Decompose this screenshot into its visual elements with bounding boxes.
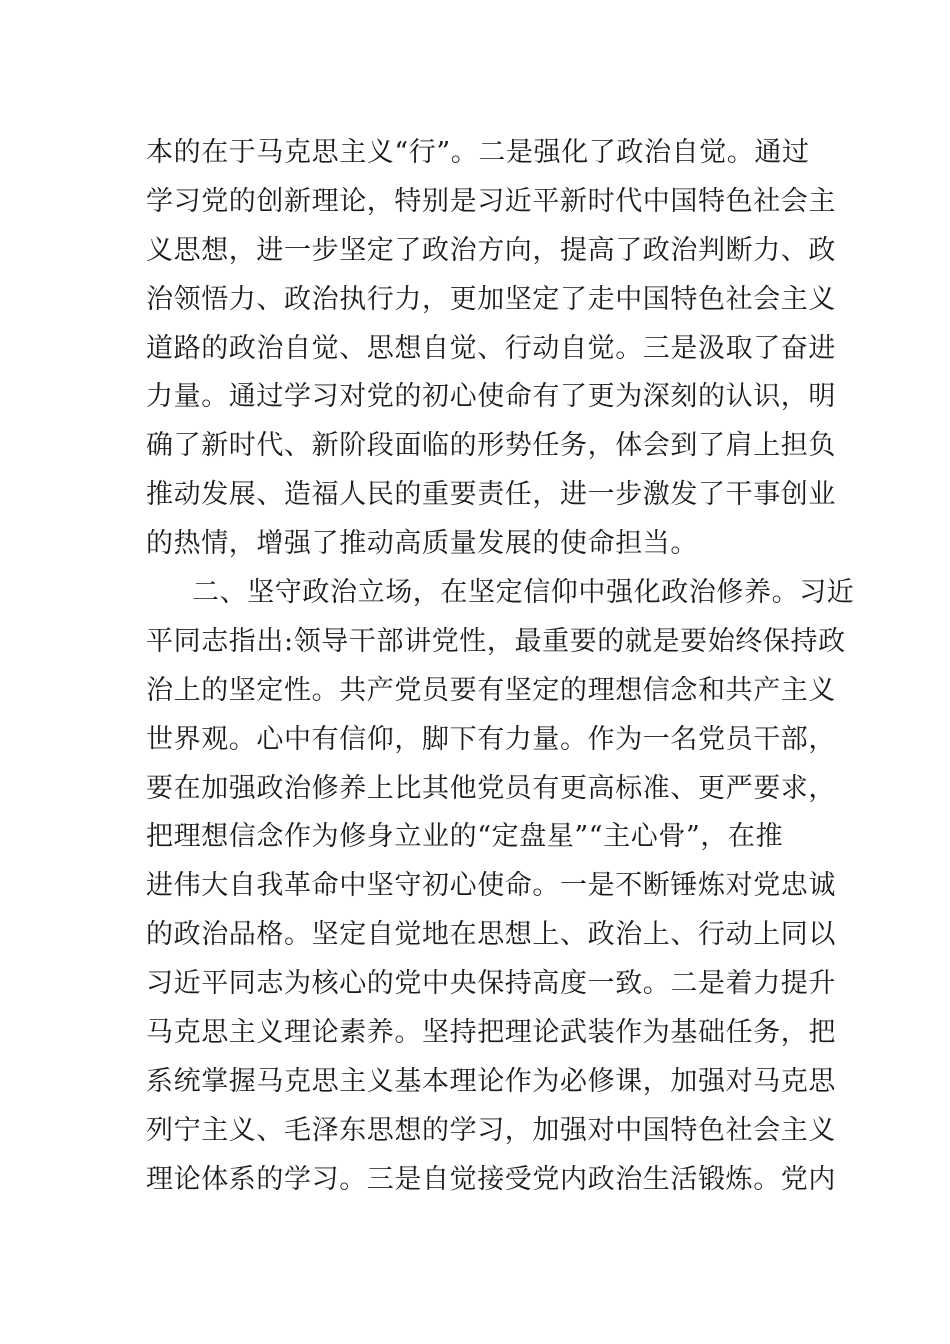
text-line: 推动发展、造福人民的重要责任，进一步激发了干事创业 [146,479,836,511]
text-line: 习近平同志为核心的党中央保持高度一致。二是着力提升 [146,968,836,1000]
text-line: 义思想，进一步坚定了政治方向，提高了政治判断力、政 [146,234,836,266]
text-line: 的热情，增强了推动高质量发展的使命担当。 [146,528,698,560]
text-line: 治领悟力、政治执行力，更加坚定了走中国特色社会主义 [146,283,836,315]
text-line: 本的在于马克思主义“行”。二是强化了政治自觉。通过 [146,137,810,168]
text-line: 治上的坚定性。共产党员要有坚定的理想信念和共产主义 [146,674,836,706]
text-line: 进伟大自我革命中坚守初心使命。一是不断锤炼对党忠诚 [146,870,836,902]
text-line: 的政治品格。坚定自觉地在思想上、政治上、行动上同以 [146,919,836,951]
text-line: 世界观。心中有信仰，脚下有力量。作为一名党员干部， [146,723,836,755]
paragraph-heading-line: 二、坚守政治立场，在坚定信仰中强化政治修养。习近 [192,577,855,609]
text-line: 理论体系的学习。三是自觉接受党内政治生活锻炼。党内 [146,1163,836,1195]
text-line: 要在加强政治修养上比其他党员有更高标准、更严要求， [146,772,836,804]
text-line: 平同志指出:领导干部讲党性，最重要的就是要始终保持政 [146,625,846,657]
body-text [146,129,855,1205]
text-line: 确了新时代、新阶段面临的形势任务，体会到了肩上担负 [146,430,836,462]
text-line: 列宁主义、毛泽东思想的学习，加强对中国特色社会主义 [146,1114,836,1146]
text-line: 力量。通过学习对党的初心使命有了更为深刻的认识，明 [146,381,836,413]
text-line: 把理想信念作为修身立业的“定盘星”“主心骨”，在推 [146,821,784,853]
text-line: 系统掌握马克思主义基本理论作为必修课，加强对马克思 [146,1065,836,1097]
text-line: 道路的政治自觉、思想自觉、行动自觉。三是汲取了奋进 [146,332,836,364]
text-line: 马克思主义理论素养。坚持把理论武装作为基础任务，把 [146,1017,836,1049]
text-line: 学习党的创新理论，特别是习近平新时代中国特色社会主 [146,185,836,217]
